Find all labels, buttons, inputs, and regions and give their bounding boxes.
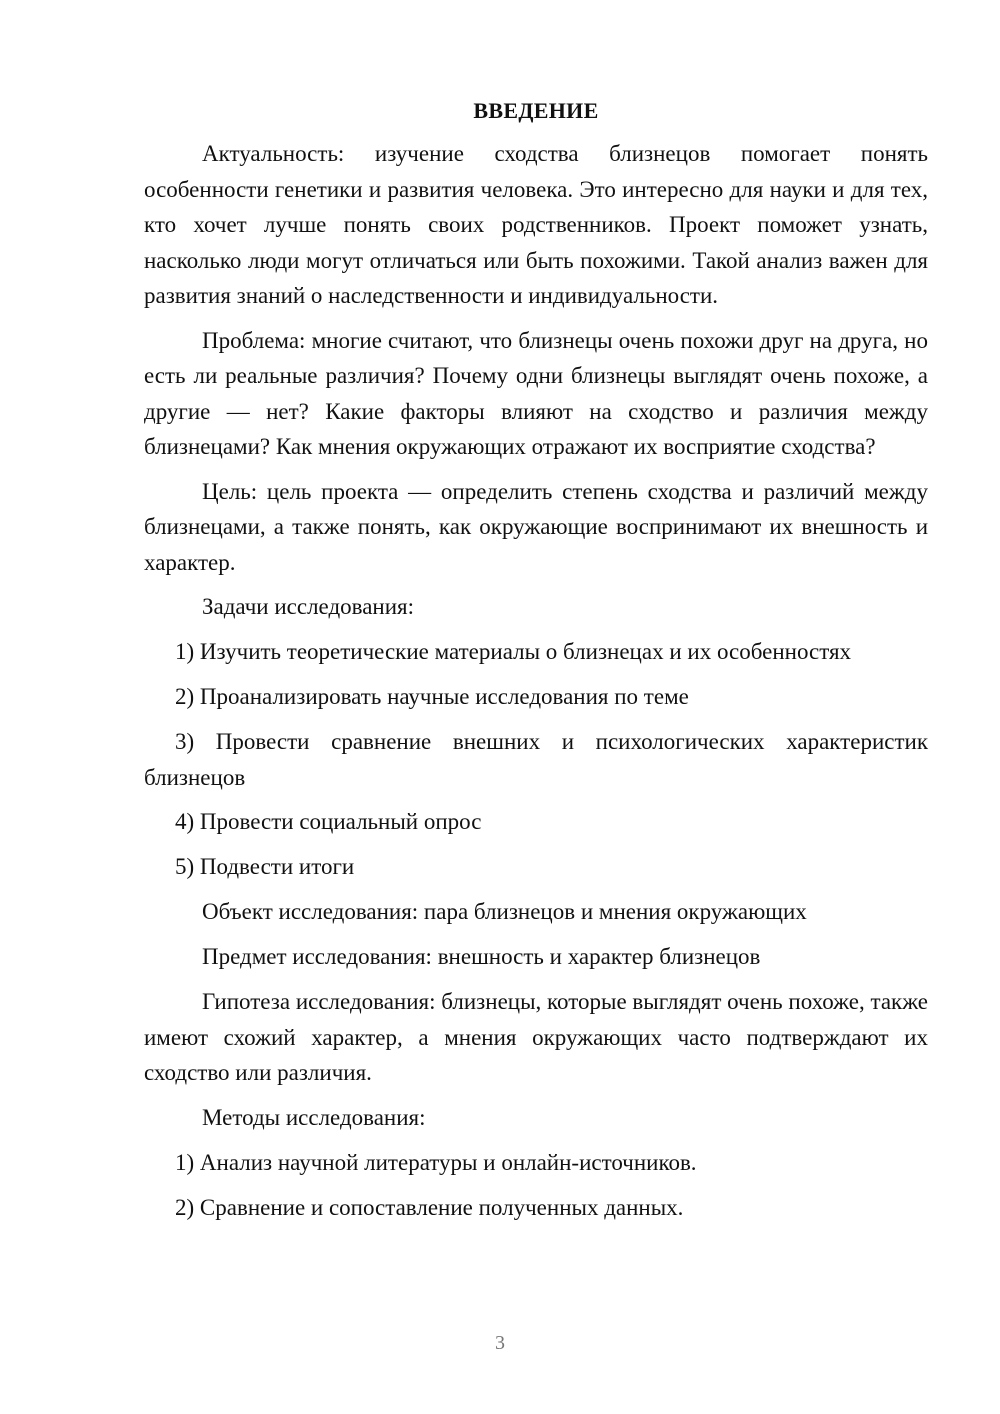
task-item: 3) Провести сравнение внешних и психологических характеристик близнецов bbox=[144, 729, 928, 790]
methods-heading: Методы исследования: bbox=[202, 1104, 426, 1130]
page-number: 3 bbox=[495, 1332, 505, 1354]
goal-paragraph: Цель: цель проекта — определить степень сходства и различий между близнецами, а также понять, как окружающие воспринимают их внешность и характер. bbox=[144, 478, 928, 575]
method-item: 2) Сравнение и сопоставление полученных данных. bbox=[175, 1194, 684, 1220]
tasks-heading: Задачи исследования: bbox=[202, 594, 415, 619]
object-paragraph: Объект исследования: пара близнецов и мнения окружающих bbox=[202, 899, 807, 924]
method-item: 1) Анализ научной литературы и онлайн-источников. bbox=[175, 1149, 697, 1175]
tasks-list bbox=[144, 634, 928, 885]
methods-list bbox=[144, 1145, 928, 1226]
subject-paragraph: Предмет исследования: внешность и характер близнецов bbox=[202, 944, 761, 969]
hypothesis-paragraph: Гипотеза исследования: близнецы, которые выглядят очень похоже, также имеют схожий характер, а мнения окружающих часто подтверждают их сходство или различия. bbox=[144, 989, 928, 1085]
task-item: 2) Проанализировать научные исследования по теме bbox=[175, 684, 689, 709]
problem-paragraph: Проблема: многие считают, что близнецы очень похожи друг на друга, но есть ли реальные различия? Почему одни близнецы выглядят очень похоже, а другие — нет? Какие факторы влияют на сходство и различия между близнецами? Как мнения окружающих отражают их восприятие сходства? bbox=[144, 327, 928, 459]
task-item: 5) Подвести итоги bbox=[175, 854, 355, 879]
task-item: 4) Провести социальный опрос bbox=[175, 809, 482, 834]
relevance-paragraph: Актуальность: изучение сходства близнецов помогает понять особенности генетики и развития человека. Это интересно для науки и для тех, кто хочет лучше понять своих родственников. Проект поможет узнать, насколько люди могут отличаться или быть похожими. Такой анализ важен для развития знаний о наследственности и индивидуальности. bbox=[144, 141, 928, 308]
document-page bbox=[144, 94, 928, 1235]
task-item: 1) Изучить теоретические материалы о близнецах и их особенностях bbox=[175, 639, 852, 664]
section-title: ВВЕДЕНИЕ bbox=[473, 98, 599, 123]
